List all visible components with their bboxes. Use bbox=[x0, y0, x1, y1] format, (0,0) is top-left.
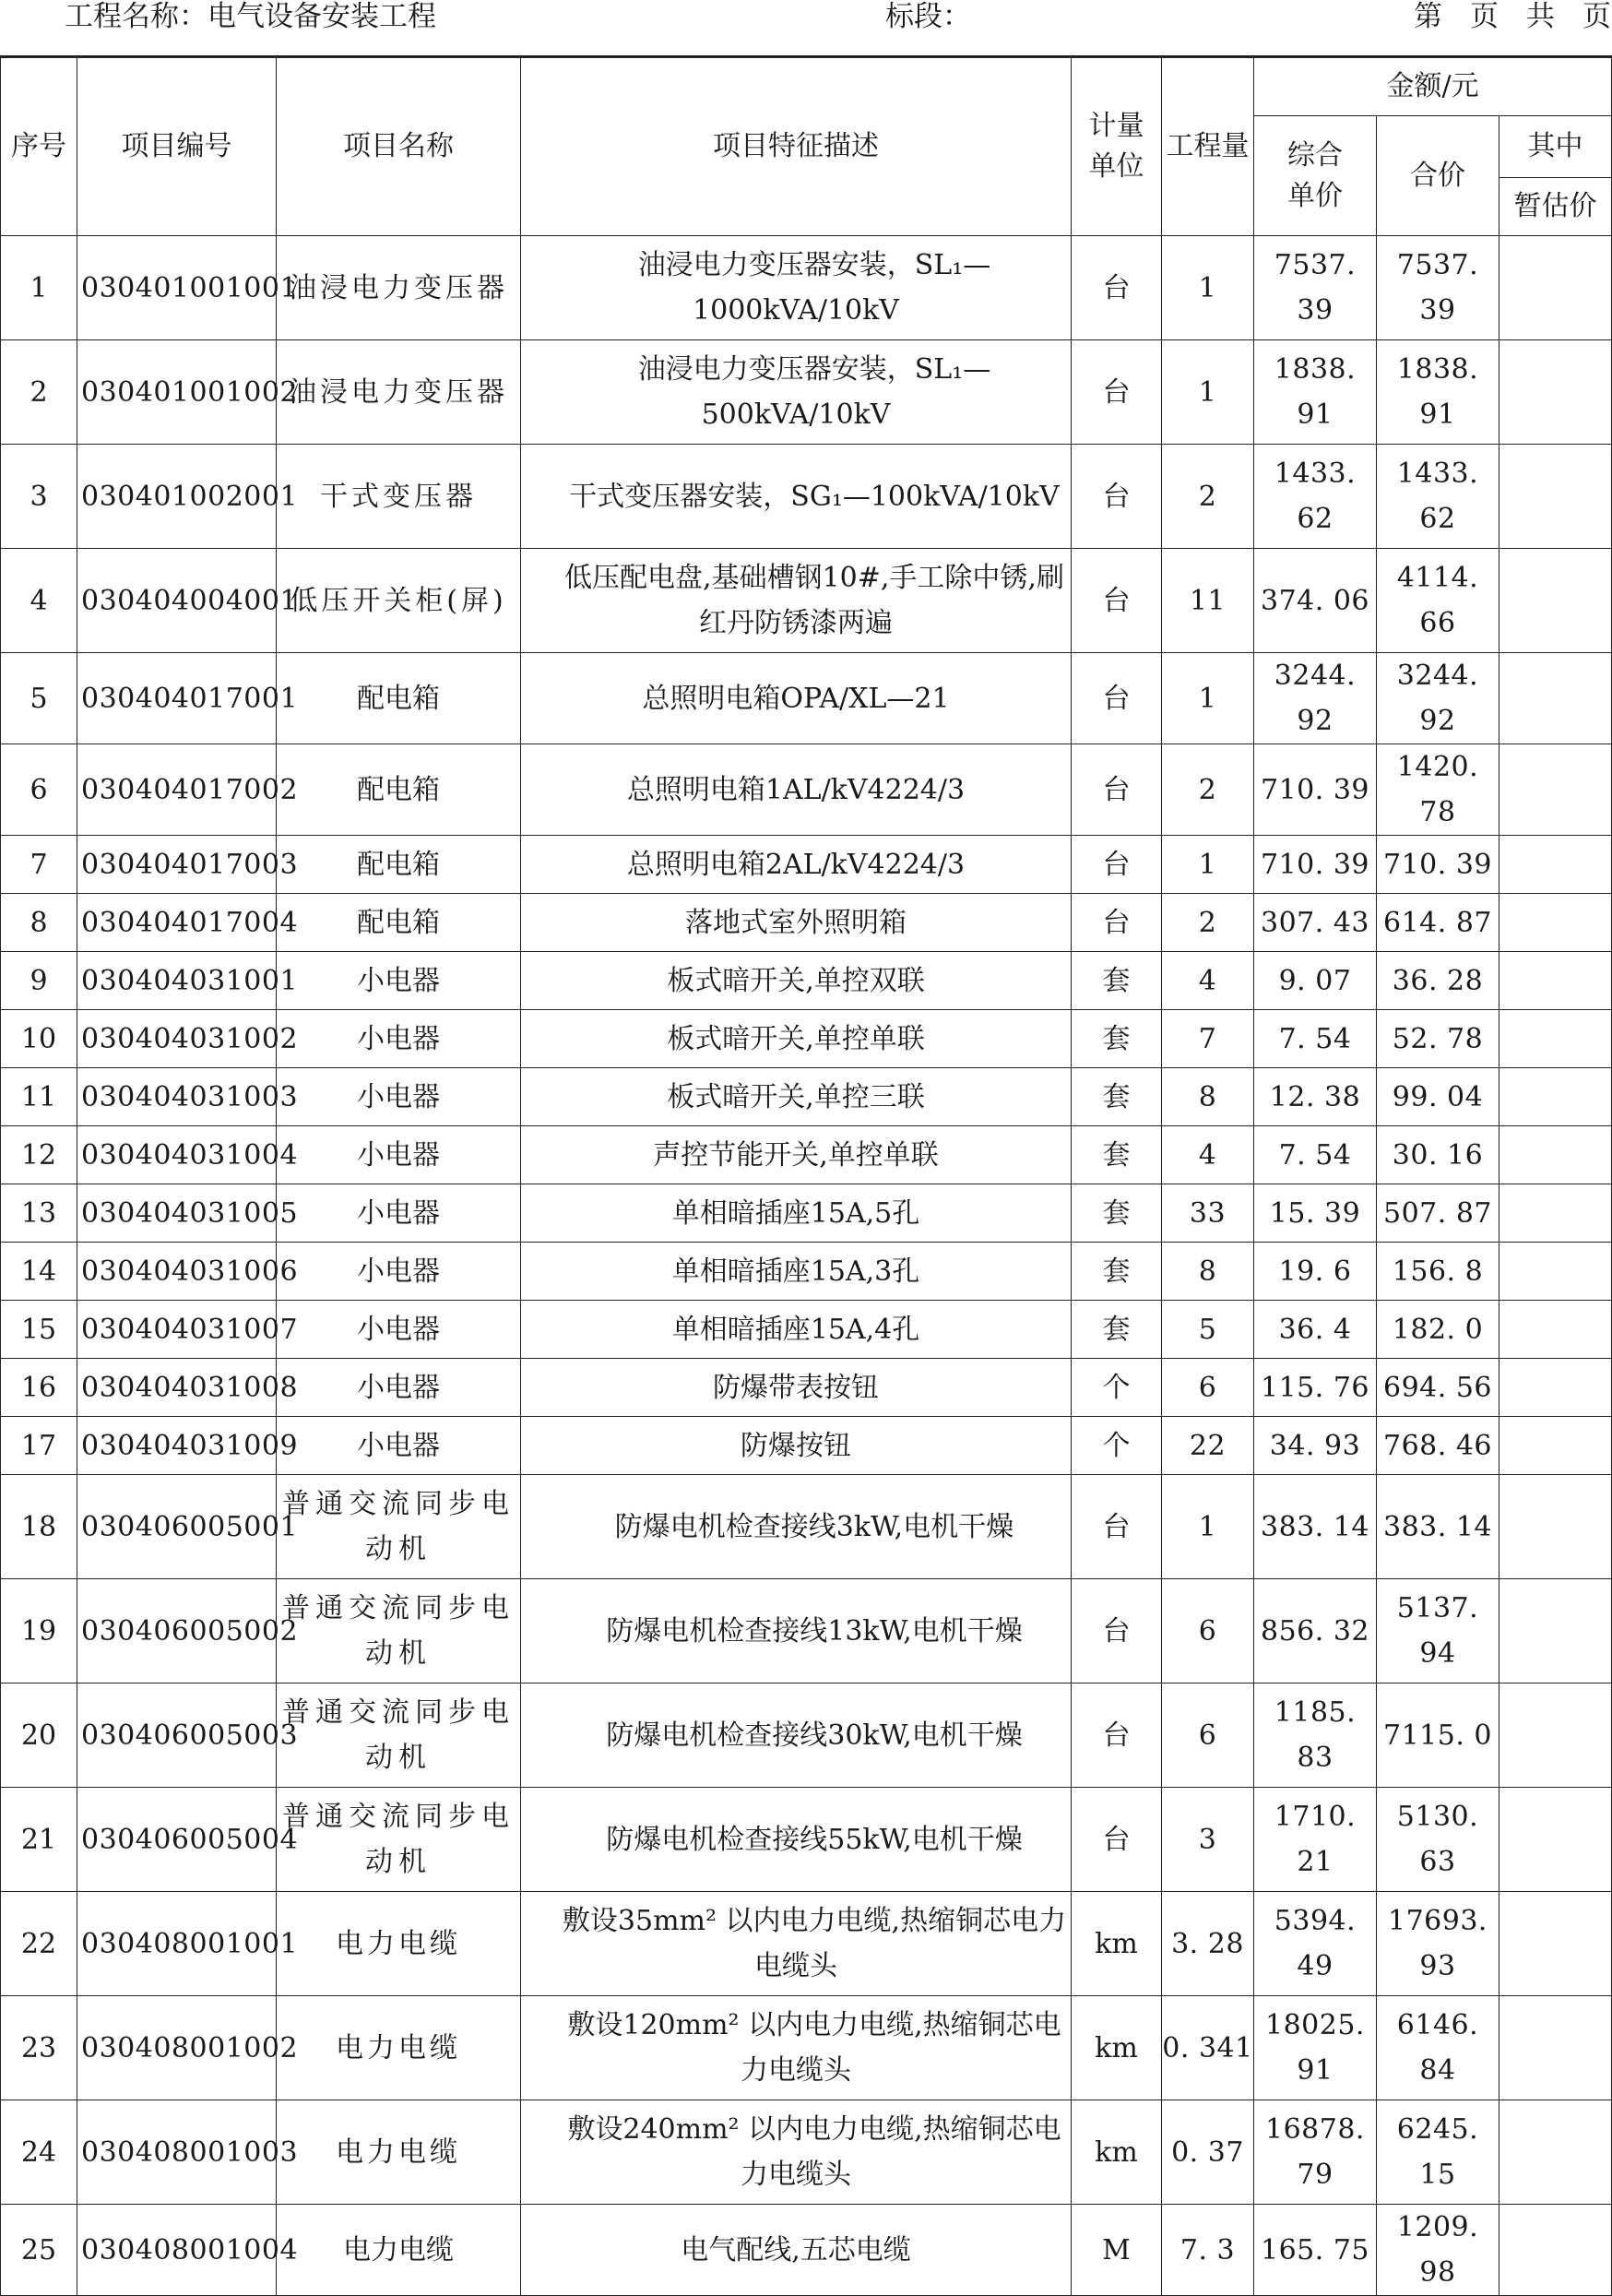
col-unit-price-header: 综合单价 bbox=[1254, 116, 1377, 236]
table-row bbox=[1, 1243, 1612, 1301]
description-cell: 总照明电箱1AL/kV4224/3 bbox=[521, 744, 1072, 836]
code-cell: 030408001004 bbox=[77, 2205, 277, 2296]
unit-price-cell: 165. 75 bbox=[1254, 2205, 1377, 2296]
unit-cell: 台 bbox=[1072, 340, 1162, 445]
unit-price-cell: 5394. 49 bbox=[1254, 1892, 1377, 1996]
quantity-cell: 1 bbox=[1162, 340, 1254, 445]
unit-price-cell: 710. 39 bbox=[1254, 836, 1377, 894]
quantity-cell: 33 bbox=[1162, 1184, 1254, 1243]
name-cell: 配电箱 bbox=[277, 894, 521, 952]
quantity-cell: 3 bbox=[1162, 1788, 1254, 1892]
unit-price-cell: 18025. 91 bbox=[1254, 1996, 1377, 2100]
provisional-cell bbox=[1499, 1243, 1612, 1301]
table-row bbox=[1, 1359, 1612, 1417]
description-cell: 电气配线,五芯电缆 bbox=[521, 2205, 1072, 2296]
seq-cell: 20 bbox=[1, 1683, 77, 1788]
page-word: 第 bbox=[1414, 0, 1442, 33]
name-cell: 小电器 bbox=[277, 1417, 521, 1475]
provisional-cell bbox=[1499, 445, 1612, 549]
provisional-cell bbox=[1499, 1068, 1612, 1126]
table-row bbox=[1, 952, 1612, 1010]
description-cell: 单相暗插座15A,5孔 bbox=[521, 1184, 1072, 1243]
table-row bbox=[1, 1996, 1612, 2100]
unit-cell: 台 bbox=[1072, 445, 1162, 549]
quantity-cell: 6 bbox=[1162, 1579, 1254, 1683]
seq-cell: 21 bbox=[1, 1788, 77, 1892]
provisional-cell bbox=[1499, 1010, 1612, 1068]
code-cell: 030406005001 bbox=[77, 1475, 277, 1579]
seq-cell: 7 bbox=[1, 836, 77, 894]
quantity-cell: 2 bbox=[1162, 894, 1254, 952]
name-cell: 小电器 bbox=[277, 1010, 521, 1068]
total-price-cell: 6245. 15 bbox=[1377, 2100, 1499, 2205]
page-word: 页 bbox=[1470, 0, 1499, 33]
name-cell: 小电器 bbox=[277, 1243, 521, 1301]
quantity-cell: 8 bbox=[1162, 1068, 1254, 1126]
total-price-cell: 3244. 92 bbox=[1377, 653, 1499, 744]
name-cell: 小电器 bbox=[277, 1068, 521, 1126]
col-code-header: 项目编号 bbox=[77, 57, 277, 236]
seq-cell: 22 bbox=[1, 1892, 77, 1996]
description-cell: 防爆电机检查接线30kW,电机干燥 bbox=[521, 1683, 1072, 1788]
provisional-cell bbox=[1499, 1683, 1612, 1788]
quantity-cell: 6 bbox=[1162, 1359, 1254, 1417]
provisional-cell bbox=[1499, 1126, 1612, 1184]
seq-cell: 16 bbox=[1, 1359, 77, 1417]
name-cell: 小电器 bbox=[277, 1359, 521, 1417]
total-price-cell: 7115. 0 bbox=[1377, 1683, 1499, 1788]
name-cell: 小电器 bbox=[277, 1184, 521, 1243]
code-cell: 030404031002 bbox=[77, 1010, 277, 1068]
name-cell: 干式变压器 bbox=[277, 445, 521, 549]
code-cell: 030404031003 bbox=[77, 1068, 277, 1126]
col-of-which-header: 其中 bbox=[1499, 116, 1612, 178]
unit-cell: 台 bbox=[1072, 1475, 1162, 1579]
name-cell: 普通交流同步电动机 bbox=[277, 1788, 521, 1892]
total-price-cell: 6146. 84 bbox=[1377, 1996, 1499, 2100]
unit-cell: 套 bbox=[1072, 1068, 1162, 1126]
seq-cell: 17 bbox=[1, 1417, 77, 1475]
total-price-cell: 507. 87 bbox=[1377, 1184, 1499, 1243]
total-price-cell: 1838. 91 bbox=[1377, 340, 1499, 445]
unit-price-cell: 9. 07 bbox=[1254, 952, 1377, 1010]
name-cell: 配电箱 bbox=[277, 836, 521, 894]
code-cell: 030406005003 bbox=[77, 1683, 277, 1788]
seq-cell: 10 bbox=[1, 1010, 77, 1068]
code-cell: 030404031008 bbox=[77, 1359, 277, 1417]
unit-cell: 台 bbox=[1072, 744, 1162, 836]
provisional-cell bbox=[1499, 1417, 1612, 1475]
description-cell: 防爆按钮 bbox=[521, 1417, 1072, 1475]
unit-price-cell: 19. 6 bbox=[1254, 1243, 1377, 1301]
table-row bbox=[1, 1788, 1612, 1892]
description-cell: 防爆电机检查接线3kW,电机干燥 bbox=[521, 1475, 1072, 1579]
name-cell: 普通交流同步电动机 bbox=[277, 1475, 521, 1579]
unit-price-cell: 7537. 39 bbox=[1254, 236, 1377, 340]
unit-price-cell: 3244. 92 bbox=[1254, 653, 1377, 744]
unit-price-cell: 856. 32 bbox=[1254, 1579, 1377, 1683]
provisional-cell bbox=[1499, 2205, 1612, 2296]
quantity-cell: 0. 37 bbox=[1162, 2100, 1254, 2205]
provisional-cell bbox=[1499, 1579, 1612, 1683]
name-cell: 低压开关柜(屏) bbox=[277, 549, 521, 653]
total-price-cell: 52. 78 bbox=[1377, 1010, 1499, 1068]
unit-cell: 套 bbox=[1072, 952, 1162, 1010]
name-cell: 电力电缆 bbox=[277, 1892, 521, 1996]
col-unit-header: 计量单位 bbox=[1072, 57, 1162, 236]
total-price-cell: 1420. 78 bbox=[1377, 744, 1499, 836]
bill-of-quantities-table bbox=[0, 55, 1612, 2296]
seq-cell: 6 bbox=[1, 744, 77, 836]
code-cell: 030406005004 bbox=[77, 1788, 277, 1892]
description-cell: 落地式室外照明箱 bbox=[521, 894, 1072, 952]
code-cell: 030406005002 bbox=[77, 1579, 277, 1683]
unit-price-cell: 710. 39 bbox=[1254, 744, 1377, 836]
table-row bbox=[1, 340, 1612, 445]
description-cell: 总照明电箱2AL/kV4224/3 bbox=[521, 836, 1072, 894]
table-row bbox=[1, 1126, 1612, 1184]
code-cell: 030404031001 bbox=[77, 952, 277, 1010]
unit-price-cell: 7. 54 bbox=[1254, 1010, 1377, 1068]
provisional-cell bbox=[1499, 894, 1612, 952]
table-row bbox=[1, 1579, 1612, 1683]
quantity-cell: 5 bbox=[1162, 1301, 1254, 1359]
seq-cell: 3 bbox=[1, 445, 77, 549]
unit-cell: 个 bbox=[1072, 1359, 1162, 1417]
unit-cell: 台 bbox=[1072, 836, 1162, 894]
unit-cell: 台 bbox=[1072, 549, 1162, 653]
name-cell: 油浸电力变压器 bbox=[277, 340, 521, 445]
name-cell: 小电器 bbox=[277, 1126, 521, 1184]
unit-price-cell: 1838. 91 bbox=[1254, 340, 1377, 445]
quantity-cell: 3. 28 bbox=[1162, 1892, 1254, 1996]
provisional-cell bbox=[1499, 836, 1612, 894]
name-cell: 配电箱 bbox=[277, 744, 521, 836]
quantity-cell: 6 bbox=[1162, 1683, 1254, 1788]
provisional-cell bbox=[1499, 1892, 1612, 1996]
unit-price-cell: 15. 39 bbox=[1254, 1184, 1377, 1243]
unit-price-cell: 7. 54 bbox=[1254, 1126, 1377, 1184]
unit-price-cell: 383. 14 bbox=[1254, 1475, 1377, 1579]
seq-cell: 11 bbox=[1, 1068, 77, 1126]
code-cell: 030404017001 bbox=[77, 653, 277, 744]
code-cell: 030404031009 bbox=[77, 1417, 277, 1475]
name-cell: 油浸电力变压器 bbox=[277, 236, 521, 340]
code-cell: 030404031006 bbox=[77, 1243, 277, 1301]
col-total-header: 合价 bbox=[1377, 116, 1499, 236]
provisional-cell bbox=[1499, 1184, 1612, 1243]
provisional-cell bbox=[1499, 744, 1612, 836]
code-cell: 030404017002 bbox=[77, 744, 277, 836]
quantity-cell: 7. 3 bbox=[1162, 2205, 1254, 2296]
unit-cell: 套 bbox=[1072, 1010, 1162, 1068]
provisional-cell bbox=[1499, 1996, 1612, 2100]
name-cell: 电力电缆 bbox=[277, 1996, 521, 2100]
code-cell: 030404017003 bbox=[77, 836, 277, 894]
table-row bbox=[1, 1068, 1612, 1126]
sheet-header bbox=[0, 0, 1611, 52]
quantity-cell: 1 bbox=[1162, 1475, 1254, 1579]
seq-cell: 15 bbox=[1, 1301, 77, 1359]
table-row bbox=[1, 1301, 1612, 1359]
quantity-cell: 1 bbox=[1162, 836, 1254, 894]
table-row bbox=[1, 653, 1612, 744]
provisional-cell bbox=[1499, 1788, 1612, 1892]
col-amount-header: 金额/元 bbox=[1254, 57, 1612, 116]
table-row bbox=[1, 1475, 1612, 1579]
table-row bbox=[1, 2205, 1612, 2296]
table-row bbox=[1, 2100, 1612, 2205]
total-price-cell: 4114. 66 bbox=[1377, 549, 1499, 653]
unit-price-cell: 1185. 83 bbox=[1254, 1683, 1377, 1788]
header-row bbox=[1, 57, 1612, 116]
provisional-cell bbox=[1499, 236, 1612, 340]
unit-cell: 套 bbox=[1072, 1301, 1162, 1359]
table-row bbox=[1, 236, 1612, 340]
unit-price-cell: 12. 38 bbox=[1254, 1068, 1377, 1126]
quantity-cell: 4 bbox=[1162, 952, 1254, 1010]
seq-cell: 1 bbox=[1, 236, 77, 340]
description-cell: 干式变压器安装，SG₁—100kVA/10kV bbox=[521, 445, 1072, 549]
page-counter bbox=[1414, 0, 1611, 33]
col-desc-header: 项目特征描述 bbox=[521, 57, 1072, 236]
col-name-header: 项目名称 bbox=[277, 57, 521, 236]
total-price-cell: 768. 46 bbox=[1377, 1417, 1499, 1475]
total-price-cell: 383. 14 bbox=[1377, 1475, 1499, 1579]
provisional-cell bbox=[1499, 952, 1612, 1010]
unit-price-cell: 34. 93 bbox=[1254, 1417, 1377, 1475]
table-row bbox=[1, 1184, 1612, 1243]
seq-cell: 5 bbox=[1, 653, 77, 744]
unit-cell: 台 bbox=[1072, 653, 1162, 744]
total-price-cell: 5130. 63 bbox=[1377, 1788, 1499, 1892]
unit-cell: 套 bbox=[1072, 1184, 1162, 1243]
unit-cell: 台 bbox=[1072, 236, 1162, 340]
description-cell: 防爆带表按钮 bbox=[521, 1359, 1072, 1417]
quantity-cell: 2 bbox=[1162, 744, 1254, 836]
description-cell: 板式暗开关,单控双联 bbox=[521, 952, 1072, 1010]
total-price-cell: 156. 8 bbox=[1377, 1243, 1499, 1301]
unit-price-cell: 307. 43 bbox=[1254, 894, 1377, 952]
seq-cell: 25 bbox=[1, 2205, 77, 2296]
table-row bbox=[1, 1010, 1612, 1068]
quantity-cell: 2 bbox=[1162, 445, 1254, 549]
unit-cell: 台 bbox=[1072, 894, 1162, 952]
name-cell: 小电器 bbox=[277, 1301, 521, 1359]
unit-cell: 台 bbox=[1072, 1788, 1162, 1892]
description-cell: 板式暗开关,单控单联 bbox=[521, 1010, 1072, 1068]
name-cell: 电力电缆 bbox=[277, 2205, 521, 2296]
description-cell: 单相暗插座15A,4孔 bbox=[521, 1301, 1072, 1359]
description-cell: 板式暗开关,单控三联 bbox=[521, 1068, 1072, 1126]
total-price-cell: 7537. 39 bbox=[1377, 236, 1499, 340]
description-cell: 单相暗插座15A,3孔 bbox=[521, 1243, 1072, 1301]
name-cell: 电力电缆 bbox=[277, 2100, 521, 2205]
seq-cell: 9 bbox=[1, 952, 77, 1010]
code-cell: 030404031007 bbox=[77, 1301, 277, 1359]
col-provisional-header: 暂估价 bbox=[1499, 178, 1612, 236]
unit-price-cell: 115. 76 bbox=[1254, 1359, 1377, 1417]
unit-cell: 台 bbox=[1072, 1579, 1162, 1683]
table-row bbox=[1, 1683, 1612, 1788]
code-cell: 030408001002 bbox=[77, 1996, 277, 2100]
total-price-cell: 710. 39 bbox=[1377, 836, 1499, 894]
description-cell: 敷设35mm² 以内电力电缆,热缩铜芯电力电缆头 bbox=[521, 1892, 1072, 1996]
provisional-cell bbox=[1499, 1475, 1612, 1579]
seq-cell: 14 bbox=[1, 1243, 77, 1301]
description-cell: 声控节能开关,单控单联 bbox=[521, 1126, 1072, 1184]
seq-cell: 2 bbox=[1, 340, 77, 445]
table-row bbox=[1, 894, 1612, 952]
description-cell: 油浸电力变压器安装，SL₁—1000kVA/10kV bbox=[521, 236, 1072, 340]
unit-price-cell: 36. 4 bbox=[1254, 1301, 1377, 1359]
description-cell: 低压配电盘,基础槽钢10#,手工除中锈,刷红丹防锈漆两遍 bbox=[521, 549, 1072, 653]
unit-cell: km bbox=[1072, 1892, 1162, 1996]
total-price-cell: 30. 16 bbox=[1377, 1126, 1499, 1184]
unit-cell: M bbox=[1072, 2205, 1162, 2296]
unit-price-cell: 374. 06 bbox=[1254, 549, 1377, 653]
provisional-cell bbox=[1499, 653, 1612, 744]
table-row bbox=[1, 445, 1612, 549]
total-price-cell: 182. 0 bbox=[1377, 1301, 1499, 1359]
unit-cell: 个 bbox=[1072, 1417, 1162, 1475]
page-word: 共 bbox=[1526, 0, 1555, 33]
unit-cell: 套 bbox=[1072, 1243, 1162, 1301]
total-price-cell: 99. 04 bbox=[1377, 1068, 1499, 1126]
description-cell: 敷设120mm² 以内电力电缆,热缩铜芯电力电缆头 bbox=[521, 1996, 1072, 2100]
description-cell: 防爆电机检查接线13kW,电机干燥 bbox=[521, 1579, 1072, 1683]
provisional-cell bbox=[1499, 2100, 1612, 2205]
section-label: 标段： bbox=[885, 0, 971, 33]
code-cell: 030404031004 bbox=[77, 1126, 277, 1184]
code-cell: 030408001003 bbox=[77, 2100, 277, 2205]
unit-price-cell: 1433. 62 bbox=[1254, 445, 1377, 549]
seq-cell: 4 bbox=[1, 549, 77, 653]
unit-cell: 套 bbox=[1072, 1126, 1162, 1184]
table-row bbox=[1, 744, 1612, 836]
seq-cell: 13 bbox=[1, 1184, 77, 1243]
total-price-cell: 5137. 94 bbox=[1377, 1579, 1499, 1683]
code-cell: 030404031005 bbox=[77, 1184, 277, 1243]
seq-cell: 8 bbox=[1, 894, 77, 952]
total-price-cell: 694. 56 bbox=[1377, 1359, 1499, 1417]
quantity-cell: 4 bbox=[1162, 1126, 1254, 1184]
code-cell: 030401002001 bbox=[77, 445, 277, 549]
description-cell: 敷设240mm² 以内电力电缆,热缩铜芯电力电缆头 bbox=[521, 2100, 1072, 2205]
table-row bbox=[1, 1892, 1612, 1996]
total-price-cell: 1209. 98 bbox=[1377, 2205, 1499, 2296]
code-cell: 030404017004 bbox=[77, 894, 277, 952]
provisional-cell bbox=[1499, 340, 1612, 445]
provisional-cell bbox=[1499, 1301, 1612, 1359]
description-cell: 总照明电箱OPA/XL—21 bbox=[521, 653, 1072, 744]
name-cell: 小电器 bbox=[277, 952, 521, 1010]
col-seq-header: 序号 bbox=[1, 57, 77, 236]
name-cell: 普通交流同步电动机 bbox=[277, 1579, 521, 1683]
provisional-cell bbox=[1499, 1359, 1612, 1417]
name-cell: 普通交流同步电动机 bbox=[277, 1683, 521, 1788]
seq-cell: 19 bbox=[1, 1579, 77, 1683]
total-price-cell: 36. 28 bbox=[1377, 952, 1499, 1010]
provisional-cell bbox=[1499, 549, 1612, 653]
seq-cell: 18 bbox=[1, 1475, 77, 1579]
col-qty-header: 工程量 bbox=[1162, 57, 1254, 236]
seq-cell: 24 bbox=[1, 2100, 77, 2205]
code-cell: 030408001001 bbox=[77, 1892, 277, 1996]
quantity-cell: 0. 341 bbox=[1162, 1996, 1254, 2100]
project-name: 工程名称：电气设备安装工程 bbox=[65, 0, 436, 33]
unit-price-cell: 1710. 21 bbox=[1254, 1788, 1377, 1892]
table-row bbox=[1, 549, 1612, 653]
quantity-cell: 8 bbox=[1162, 1243, 1254, 1301]
page-word: 页 bbox=[1582, 0, 1611, 33]
quantity-cell: 1 bbox=[1162, 653, 1254, 744]
quantity-cell: 7 bbox=[1162, 1010, 1254, 1068]
quantity-cell: 1 bbox=[1162, 236, 1254, 340]
code-cell: 030401001002 bbox=[77, 340, 277, 445]
total-price-cell: 614. 87 bbox=[1377, 894, 1499, 952]
seq-cell: 23 bbox=[1, 1996, 77, 2100]
description-cell: 油浸电力变压器安装，SL₁—500kVA/10kV bbox=[521, 340, 1072, 445]
code-cell: 030404004001 bbox=[77, 549, 277, 653]
table-row bbox=[1, 1417, 1612, 1475]
name-cell: 配电箱 bbox=[277, 653, 521, 744]
table-row bbox=[1, 836, 1612, 894]
code-cell: 030401001001 bbox=[77, 236, 277, 340]
unit-price-cell: 16878. 79 bbox=[1254, 2100, 1377, 2205]
quantity-cell: 22 bbox=[1162, 1417, 1254, 1475]
unit-cell: km bbox=[1072, 2100, 1162, 2205]
unit-cell: 台 bbox=[1072, 1683, 1162, 1788]
total-price-cell: 1433. 62 bbox=[1377, 445, 1499, 549]
total-price-cell: 17693. 93 bbox=[1377, 1892, 1499, 1996]
quantity-cell: 11 bbox=[1162, 549, 1254, 653]
seq-cell: 12 bbox=[1, 1126, 77, 1184]
unit-cell: km bbox=[1072, 1996, 1162, 2100]
description-cell: 防爆电机检查接线55kW,电机干燥 bbox=[521, 1788, 1072, 1892]
